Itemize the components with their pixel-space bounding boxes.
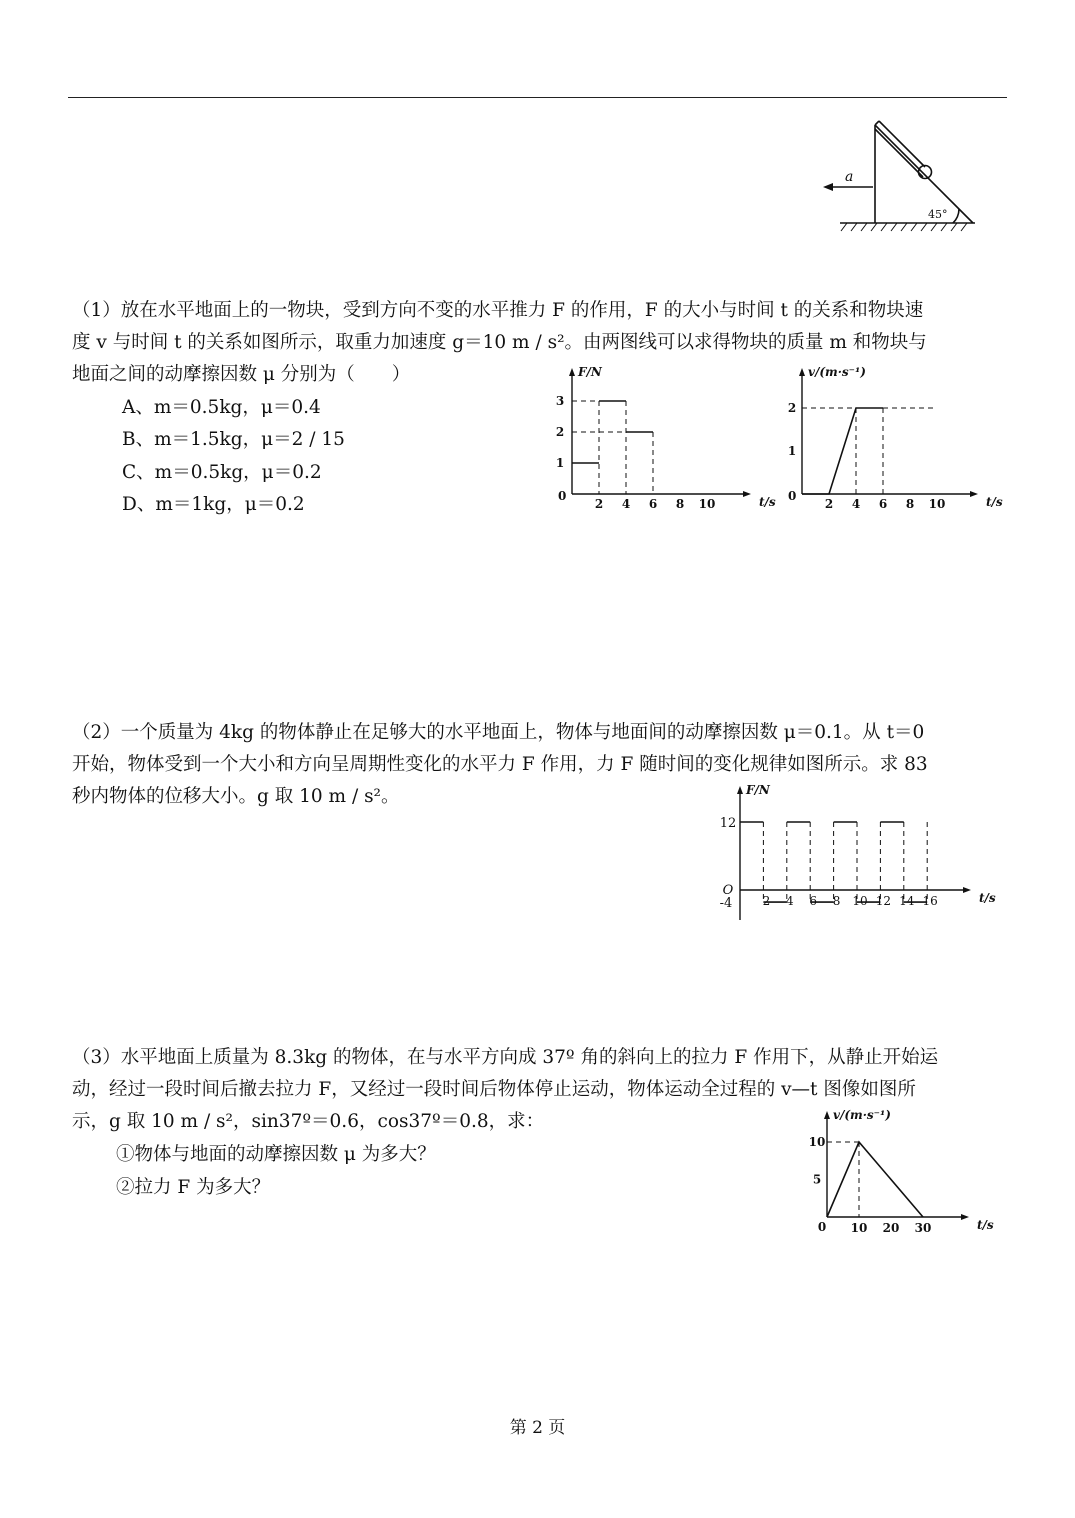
option-a[interactable]: A、m＝0.5kg，μ＝0.4 — [122, 397, 321, 418]
x-tick-label: 8 — [832, 894, 841, 908]
x-tick-label: 4 — [785, 894, 794, 908]
origin-label: 0 — [558, 489, 567, 503]
x-axis-label: t/s — [979, 891, 996, 905]
q3-line: （3）水平地面上质量为 8.3kg 的物体，在与水平方向成 37º 角的斜向上的拉力 F 作用下，从静止开始运 — [72, 1047, 939, 1068]
x-tick-label: 14 — [899, 894, 915, 908]
x-axis-label: t/s — [759, 495, 776, 509]
y-tick-label: 12 — [719, 816, 737, 831]
q1-line: 度 v 与时间 t 的关系如图所示，取重力加速度 g＝10 m / s²。由两图线可以求得物块的质量 m 和物块与 — [72, 332, 927, 353]
q2-line: （2）一个质量为 4kg 的物体静止在足够大的水平地面上，物体与地面间的动摩擦因数 μ＝0.1。从 t＝0 — [72, 722, 925, 743]
velocity-line — [802, 408, 883, 494]
y-axis-arrow — [824, 1111, 830, 1119]
y-tick-label: 2 — [787, 401, 797, 415]
x-tick-label: 10 — [850, 1221, 868, 1235]
x-axis-arrow — [743, 491, 751, 497]
option-d[interactable]: D、m＝1kg，μ＝0.2 — [122, 494, 305, 515]
q1-line: 地面之间的动摩擦因数 μ 分别为（ ） — [72, 364, 411, 385]
y-axis-label: F/N — [578, 365, 602, 379]
origin-label: 0 — [817, 1220, 827, 1234]
q3-sub-1: ①物体与地面的动摩擦因数 μ 为多大？ — [116, 1144, 436, 1165]
y-tick-label: 2 — [555, 425, 565, 439]
x-tick-label: 10 — [698, 497, 716, 511]
q3-line: 动，经过一段时间后撤去拉力 F，又经过一段时间后物体停止运动，物体运动全过程的 v—t 图像如图所 — [72, 1079, 916, 1100]
y-tick-label: 5 — [812, 1172, 822, 1187]
q3-line: 示，g 取 10 m / s²，sin37º＝0.6，cos37º＝0.8，求： — [72, 1111, 545, 1132]
chart-force-time-1 — [550, 362, 776, 517]
option-b[interactable]: B、m＝1.5kg，μ＝2 / 15 — [122, 429, 345, 450]
x-tick-label: 8 — [905, 497, 915, 511]
velocity-line — [827, 1142, 923, 1217]
x-tick-label: 10 — [852, 894, 868, 908]
angle-label: 45° — [928, 208, 948, 221]
x-tick-label: 4 — [851, 497, 861, 511]
y-axis-arrow — [569, 368, 575, 376]
page-footer: 第 2 页 — [509, 1418, 566, 1438]
y-tick-label: 1 — [787, 444, 797, 458]
q3-sub-2: ②拉力 F 为多大？ — [116, 1177, 271, 1198]
y-tick-label: 10 — [808, 1135, 826, 1149]
incline-figure — [815, 115, 980, 235]
x-tick-label: 12 — [875, 894, 892, 908]
x-axis-arrow — [963, 887, 971, 893]
chart-velocity-time-3 — [795, 1105, 995, 1240]
q2-line: 开始，物体受到一个大小和方向呈周期性变化的水平力 F 作用，力 F 随时间的变化规律如图所示。求 83 — [72, 754, 928, 775]
x-tick-label: 6 — [878, 497, 888, 511]
origin-label: 0 — [788, 489, 797, 503]
accel-label: a — [845, 169, 854, 185]
x-tick-label: 10 — [928, 497, 946, 511]
x-axis-arrow — [961, 1214, 969, 1220]
x-tick-label: 2 — [594, 497, 604, 511]
origin-label: O — [722, 883, 734, 898]
option-c[interactable]: C、m＝0.5kg，μ＝0.2 — [122, 462, 322, 483]
y-axis-label: v/(m·s⁻¹) — [808, 365, 866, 379]
chart-periodic-force — [710, 780, 1000, 925]
x-tick-label: 2 — [824, 497, 834, 511]
header-rule — [68, 97, 1007, 98]
y-tick-label: 3 — [555, 394, 565, 408]
x-axis-label: t/s — [977, 1218, 994, 1232]
x-tick-label: 30 — [914, 1221, 932, 1235]
x-axis-arrow — [970, 491, 978, 497]
chart-velocity-time-1 — [780, 362, 1003, 517]
x-tick-label: 16 — [922, 894, 938, 908]
x-tick-label: 8 — [675, 497, 685, 511]
x-tick-label: 6 — [648, 497, 658, 511]
x-tick-label: 4 — [621, 497, 631, 511]
x-tick-label: 6 — [809, 894, 818, 908]
x-axis-label: t/s — [986, 495, 1003, 509]
q1-line: （1）放在水平地面上的一物块，受到方向不变的水平推力 F 的作用，F 的大小与时间 t 的关系和物块速 — [72, 300, 924, 321]
x-tick-label: 2 — [762, 894, 771, 908]
q2-line: 秒内物体的位移大小。g 取 10 m / s²。 — [72, 786, 400, 807]
y-axis-label: v/(m·s⁻¹) — [833, 1108, 891, 1122]
y-axis-label: F/N — [746, 783, 770, 797]
y-axis-arrow — [737, 786, 743, 794]
y-axis-arrow — [799, 368, 805, 376]
y-tick-label: -4 — [719, 896, 733, 912]
x-tick-label: 20 — [882, 1221, 900, 1235]
y-tick-label: 1 — [555, 456, 565, 470]
